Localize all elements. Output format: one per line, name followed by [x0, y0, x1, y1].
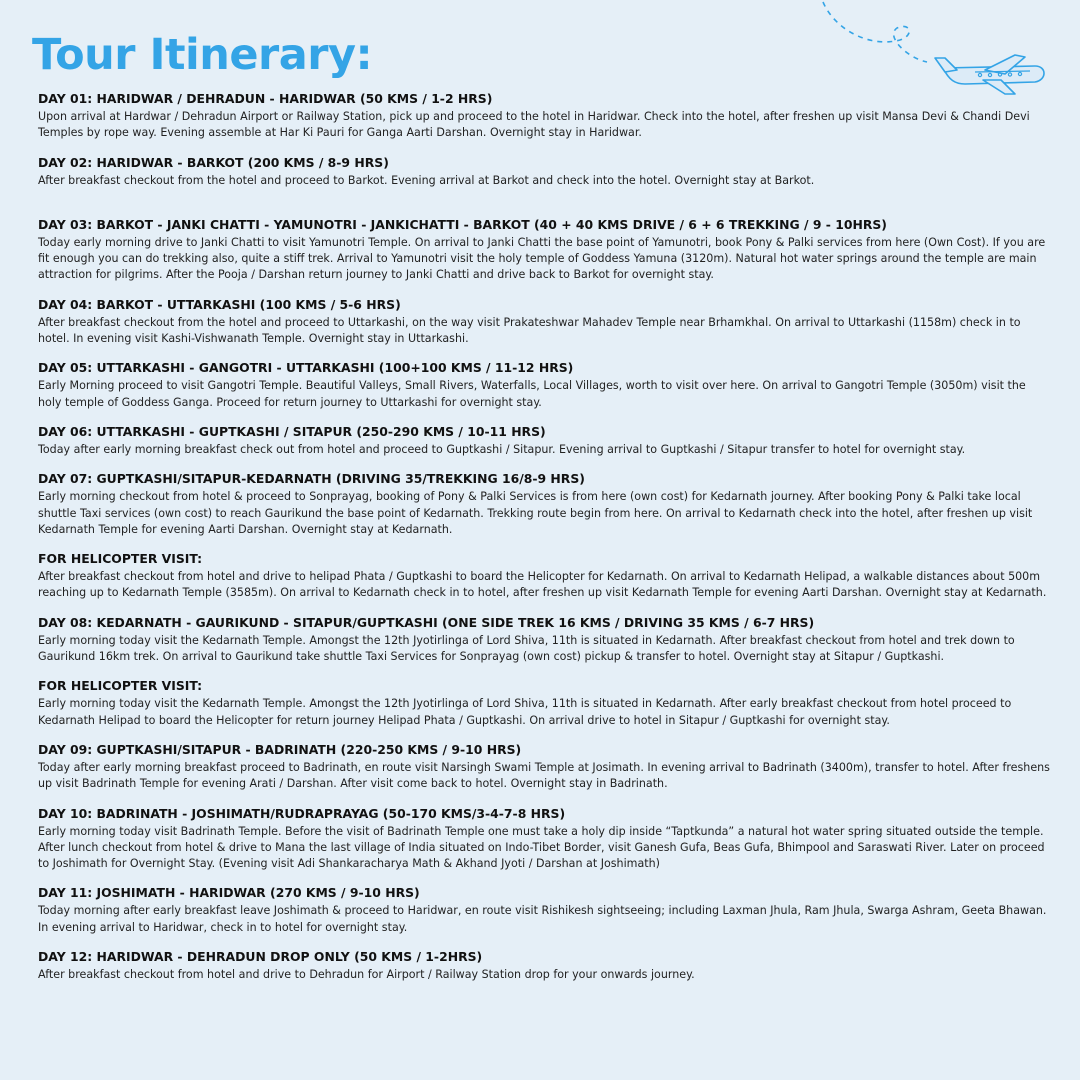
- day-heading: DAY 07: GUPTKASHI/SITAPUR-KEDARNATH (DRIVING 35/TREKKING 16/8-9 HRS): [38, 471, 585, 487]
- itinerary-day: [38, 90, 1050, 142]
- airplane-icon: [815, 0, 1055, 100]
- day-description: Early morning today visit the Kedarnath Temple. Amongst the 12th Jyotirlinga of Lord Shiva, 11th is situated in Kedarnath. After breakfast checkout from hotel and trek down to Gaurikund 16km trek. On arrival to Gaurikund take shuttle Taxi Services for Sonprayag (own cost) pickup & transfer to hotel. Overnight stay at Sitapur / Guptkashi.: [38, 633, 1015, 664]
- day-description: After breakfast checkout from the hotel and proceed to Uttarkashi, on the way visit Prakateshwar Mahadev Temple near Brhamkhal. On arrival to Uttarkashi (1158m) check in to hotel. In evening visit Kashi-Vishwanath Temple. Overnight stay in Uttarkashi.: [38, 315, 1021, 346]
- day-heading: DAY 01: HARIDWAR / DEHRADUN - HARIDWAR (50 KMS / 1-2 HRS): [38, 91, 493, 106]
- itinerary-list: [38, 90, 1050, 983]
- day-heading: FOR HELICOPTER VISIT:: [38, 678, 203, 694]
- day-description: After breakfast checkout from hotel and drive to helipad Phata / Guptkashi to board the Helicopter for Kedarnath. On arrival to Kedarnath Helipad, a walkable distances about 500m reaching up to Kedarnath Temple (3585m). On arrival to Kedarnath check in to hotel, after freshen up visit Kedarnath Temple for evening Aarti Darshan. Overnight stay at Kedarnath.: [38, 570, 1047, 600]
- day-heading: DAY 02: HARIDWAR - BARKOT (200 KMS / 8-9 HRS): [38, 154, 389, 170]
- itinerary-day: [38, 296, 1050, 348]
- day-description: After breakfast checkout from the hotel and proceed to Barkot. Evening arrival at Barkot and check into the hotel. Overnight stay at Barkot.: [38, 173, 815, 187]
- helicopter-option: [38, 677, 1050, 729]
- day-description: Today morning after early breakfast leave Joshimath & proceed to Haridwar, en route visit Rishikesh sightseeing; including Laxman Jhula, Ram Jhula, Swarga Ashram, Geeta Bhawan. In evening arrival to Haridwar, check in to hotel for overnight stay.: [38, 904, 1047, 934]
- page-title: Tour Itinerary:: [32, 30, 373, 80]
- itinerary-day: [38, 423, 1050, 458]
- day-description: Today after early morning breakfast proceed to Badrinath, en route visit Narsingh Swami Temple at Josimath. In evening arrival to Badrinath (3400m), transfer to hotel. After freshens up visit Badrinath Temple for evening Arati / Darshan. After visit come back to hotel. Overnight stay in Badrinath.: [38, 760, 1050, 791]
- itinerary-day: [38, 884, 1050, 936]
- day-description: Early morning today visit Badrinath Temple. Before the visit of Badrinath Temple one must take a holy dip inside “Taptkunda” a natural hot water spring situated outside the temple. After lunch checkout from hotel & drive to Mana the last village of India situated on Indo-Tibet Border, visit Ganesh Gufa, Beas Gufa, Bhimpool and Saraswati River. Later on proceed to Joshimath for Overnight Stay. (Evening visit Adi Shankaracharya Math & Akhand Jyoti / Darshan at Joshimath): [38, 824, 1045, 871]
- day-heading: DAY 05: UTTARKASHI - GANGOTRI - UTTARKASHI (100+100 KMS / 11-12 HRS): [38, 360, 574, 376]
- day-heading: DAY 06: UTTARKASHI - GUPTKASHI / SITAPUR (250-290 KMS / 10-11 HRS): [38, 423, 546, 439]
- day-heading: DAY 09: GUPTKASHI/SITAPUR - BADRINATH (220-250 KMS / 9-10 HRS): [38, 741, 522, 757]
- day-description: Today after early morning breakfast check out from hotel and proceed to Guptkashi / Sitapur. Evening arrival to Guptkashi / Sitapur transfer to hotel for overnight stay.: [38, 442, 966, 456]
- itinerary-day: [38, 359, 1050, 411]
- day-description: After breakfast checkout from hotel and drive to Dehradun for Airport / Railway Station drop for your onwards journey.: [38, 968, 695, 982]
- itinerary-day: [38, 216, 1050, 284]
- day-heading: DAY 10: BADRINATH - JOSHIMATH/RUDRAPRAYAG (50-170 KMS/3-4-7-8 HRS): [38, 805, 566, 821]
- itinerary-day: [38, 614, 1050, 666]
- itinerary-day: [38, 154, 1050, 189]
- itinerary-day: [38, 948, 1050, 983]
- itinerary-day: [38, 470, 1050, 538]
- day-description: Upon arrival at Hardwar / Dehradun Airport or Railway Station, pick up and proceed to the hotel in Haridwar. Check into the hotel, after freshen up visit Mansa Devi & Chandi Devi Temples by rope way. Evening assemble at Har Ki Pauri for Ganga Aarti Darshan. Overnight stay in Haridwar.: [38, 110, 1030, 140]
- day-description: Early morning today visit the Kedarnath Temple. Amongst the 12th Jyotirlinga of Lord Shiva, 11th is situated in Kedarnath. After early breakfast checkout from hotel proceed to Kedarnath Helipad to board the Helicopter for return journey Helipad Phata / Guptkashi. On arrival drive to hotel in Sitapur / Guptkashi for overnight stay.: [38, 697, 1012, 727]
- day-description: Today early morning drive to Janki Chatti to visit Yamunotri Temple. On arrival to Janki Chatti the base point of Yamunotri, book Pony & Palki services from here (Own Cost). If you are fit enough you can do trekking also, quite a stiff trek. Arrival to Yamunotri visit the holy temple of Goddess Yamuna (3120m). Natural hot water springs around the temple are main attraction for pilgrims. After the Pooja / Darshan return journey to Janki Chatti and drive back to Barkot for overnight stay.: [38, 235, 1046, 282]
- day-description: Early Morning proceed to visit Gangotri Temple. Beautiful Valleys, Small Rivers, Waterfalls, Local Villages, worth to visit over here. On arrival to Gangotri Temple (3050m) visit the holy temple of Goddess Ganga. Proceed for return journey to Uttarkashi for overnight stay.: [38, 379, 1026, 409]
- day-heading: DAY 08: KEDARNATH - GAURIKUND - SITAPUR/GUPTKASHI (ONE SIDE TREK 16 KMS / DRIVING 35 KMS / 6-7 HRS): [38, 614, 815, 630]
- itinerary-day: [38, 741, 1050, 793]
- day-heading: DAY 12: HARIDWAR - DEHRADUN DROP ONLY (50 KMS / 1-2HRS): [38, 949, 483, 965]
- day-heading: FOR HELICOPTER VISIT:: [38, 551, 203, 567]
- helicopter-option: [38, 550, 1050, 602]
- day-heading: DAY 03: BARKOT - JANKI CHATTI - YAMUNOTRI - JANKICHATTI - BARKOT (40 + 40 KMS DRIVE / 6 + 6 TREKKING / 9 - 10HRS): [38, 216, 887, 232]
- day-heading: DAY 04: BARKOT - UTTARKASHI (100 KMS / 5-6 HRS): [38, 296, 401, 312]
- itinerary-day: [38, 805, 1050, 873]
- day-description: Early morning checkout from hotel & proceed to Sonprayag, booking of Pony & Palki Services is from here (own cost) for Kedarnath journey. After booking Pony & Palki take local shuttle Taxi services (own cost) to reach Gaurikund the base point of Kedarnath. Trekking route begin from here. On arrival to Kedarnath check into the hotel, after freshen up visit Kedarnath Temple for evening Aarti Darshan. Overnight stay at Kedarnath.: [38, 490, 1033, 536]
- day-heading: DAY 11: JOSHIMATH - HARIDWAR (270 KMS / 9-10 HRS): [38, 885, 420, 901]
